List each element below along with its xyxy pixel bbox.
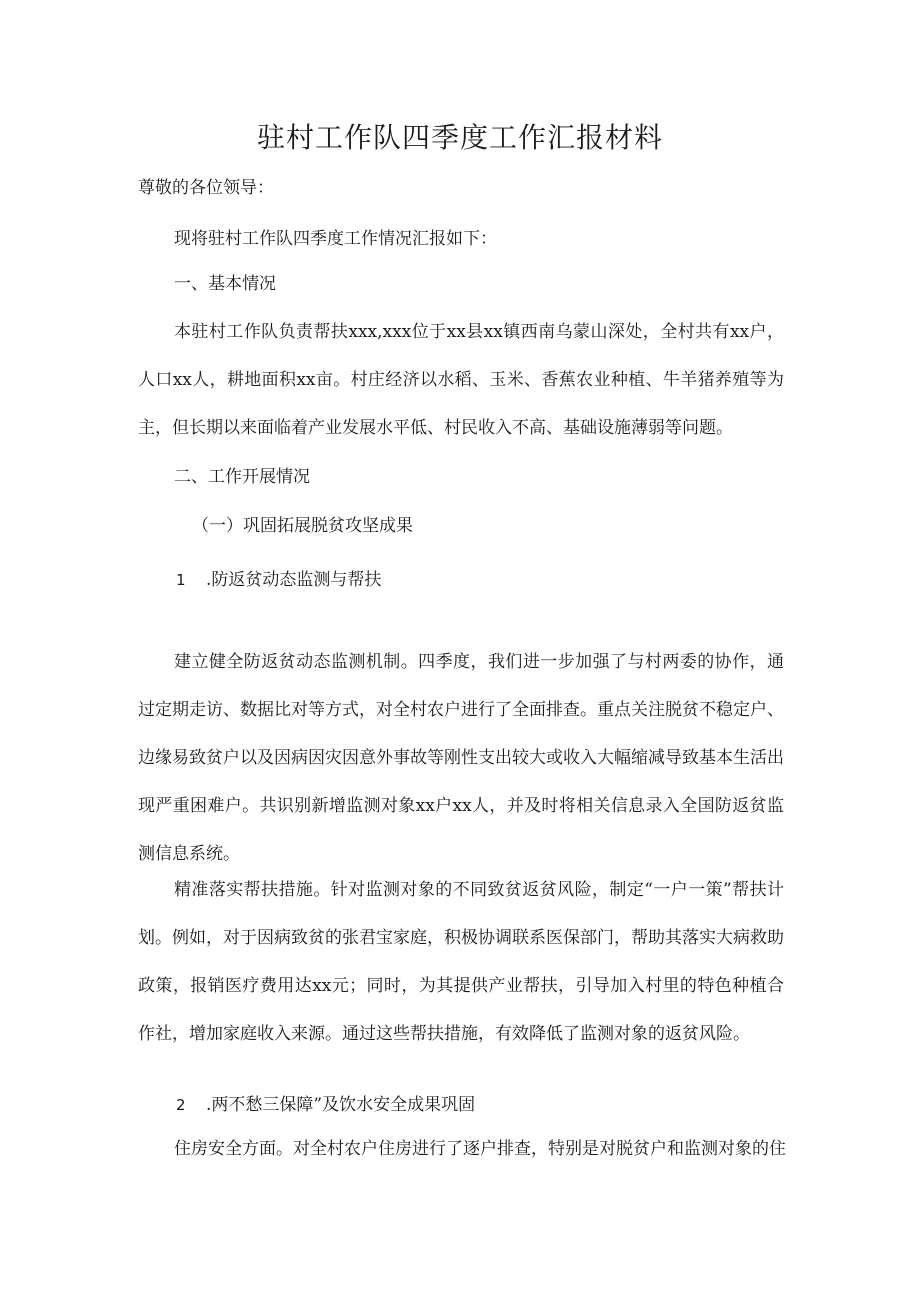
- salutation: 尊敬的各位领导：: [138, 178, 274, 198]
- item-1-number: 1: [176, 571, 186, 589]
- item-2-number: 2: [176, 1096, 186, 1114]
- item-1-paragraph-2: 精准落实帮扶措施。针对监测对象的不同致贫返贫风险，制定“一户一策”帮扶计划。例如，对于因病致贫的张君宝家庭，积极协调联系医保部门，帮助其落实大病救助政策，报销医疗费用达xx元；同时，为其提供产业帮扶，引导加入村里的特色种植合作社，增加家庭收入来源。通过这些帮扶措施，有效降低了监测对象的返贫风险。: [138, 880, 784, 1044]
- intro-line: 现将驻村工作队四季度工作情况汇报如下：: [174, 229, 497, 249]
- item-2-paragraph-1: 住房安全方面。对全村农户住房进行了逐户排查，特别是对脱贫户和监测对象的住: [174, 1139, 786, 1159]
- item-2-heading-text: .两不愁三保障”及饮水安全成果巩固: [206, 1095, 476, 1115]
- section-1-heading: 一、基本情况: [174, 274, 276, 294]
- item-2-heading: [176, 1093, 475, 1117]
- section-1-paragraph: 本驻村工作队负责帮扶xxx,xxx位于xx县xx镇西南乌蒙山深处，全村共有xx户，人口xx人，耕地面积xx亩。村庄经济以水稻、玉米、香蕉农业种植、牛羊猪养殖等为主，但长期以来面临着产业发展水平低、村民收入不高、基础设施薄弱等问题。: [138, 322, 784, 438]
- item-1-paragraph-1: 建立健全防返贫动态监测机制。四季度，我们进一步加强了与村两委的协作，通过定期走访、数据比对等方式，对全村农户进行了全面排查。重点关注脱贫不稳定户、边缘易致贫户以及因病因灾因意外事故等刚性支出较大或收入大幅缩减导致基本生活出现严重困难户。共识别新增监测对象xx户xx人，并及时将相关信息录入全国防返贫监测信息系统。: [138, 652, 784, 864]
- document-title: 驻村工作队四季度工作汇报材料: [256, 121, 663, 154]
- item-1-heading-text: .防返贫动态监测与帮扶: [206, 570, 382, 590]
- subsection-1-heading: （一）巩固拓展脱贫攻坚成果: [192, 516, 413, 536]
- item-1-heading: [176, 568, 381, 592]
- section-2-heading: 二、工作开展情况: [174, 467, 310, 487]
